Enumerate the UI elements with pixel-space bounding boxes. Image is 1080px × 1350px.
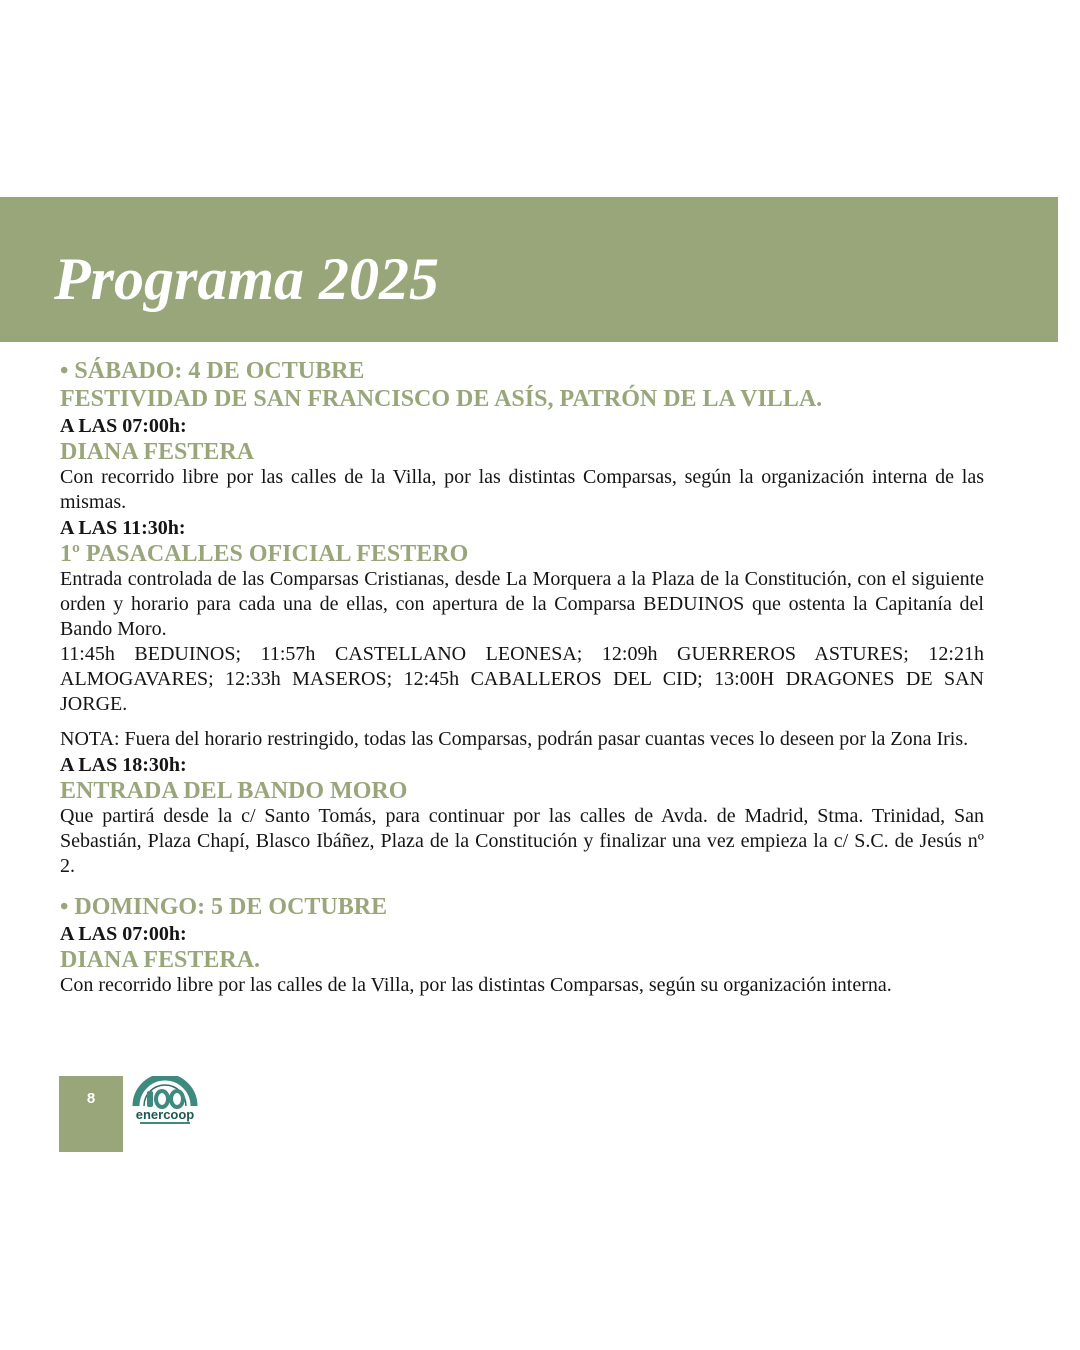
day-heading-sunday: • DOMINGO: 5 DE OCTUBRE — [60, 894, 388, 920]
event-description: Entrada controlada de las Comparsas Cristianas, desde La Morquera a la Plaza de la Constitución, con el siguiente orden y horario para cada una de ellas, con apertura de la Comparsa BEDUINOS que ostenta la Capitanía del Bando Moro. 11:45h BEDUINOS; 11:57h CASTELLANO LEONESA; 12:09h GUERREROS ASTURES; 12:21h ALMOGAVARES; 12:33h MASEROS; 12:45h CABALLEROS DEL CID; 13:00H DRAGONES DE SAN JORGE. — [60, 568, 984, 715]
event-time: A LAS 18:30h: — [60, 754, 187, 776]
event-time: A LAS 07:00h: — [60, 415, 187, 437]
page-number-box — [59, 1076, 123, 1152]
event-title: 1º PASACALLES OFICIAL FESTERO — [60, 541, 469, 567]
day-heading-saturday: • SÁBADO: 4 DE OCTUBRE — [60, 358, 365, 384]
event-title: ENTRADA DEL BANDO MORO — [60, 778, 408, 804]
event-description: Que partirá desde la c/ Santo Tomás, para continuar por las calles de Avda. de Madrid, Stma. Trinidad, San Sebastián, Plaza Chapí, Blasco Ibáñez, Plaza de la Constitución y finalizar una vez empieza la c/ S.C. de Jesús nº 2. — [60, 805, 984, 877]
day-subheading-saturday: FESTIVIDAD DE SAN FRANCISCO DE ASÍS, PATRÓN DE LA VILLA. — [60, 386, 823, 412]
page-number: 8 — [86, 1090, 96, 1107]
event-note: NOTA: Fuera del horario restringido, todas las Comparsas, podrán pasar cuantas veces lo deseen por la Zona Iris. — [60, 728, 969, 750]
event-description: Con recorrido libre por las calles de la Villa, por las distintas Comparsas, según su organización interna. — [60, 974, 892, 996]
enercoop-logo — [130, 1076, 200, 1126]
event-title: DIANA FESTERA — [60, 439, 255, 465]
page-title: Programa 2025 — [54, 246, 440, 312]
program-content — [60, 357, 984, 998]
event-description: Con recorrido libre por las calles de la Villa, por las distintas Comparsas, según la organización interna de las mismas. — [60, 466, 984, 513]
logo-wordmark: enercoop — [135, 1107, 195, 1122]
event-title: DIANA FESTERA. — [60, 947, 261, 973]
event-time: A LAS 07:00h: — [60, 923, 187, 945]
event-time: A LAS 11:30h: — [60, 517, 186, 539]
